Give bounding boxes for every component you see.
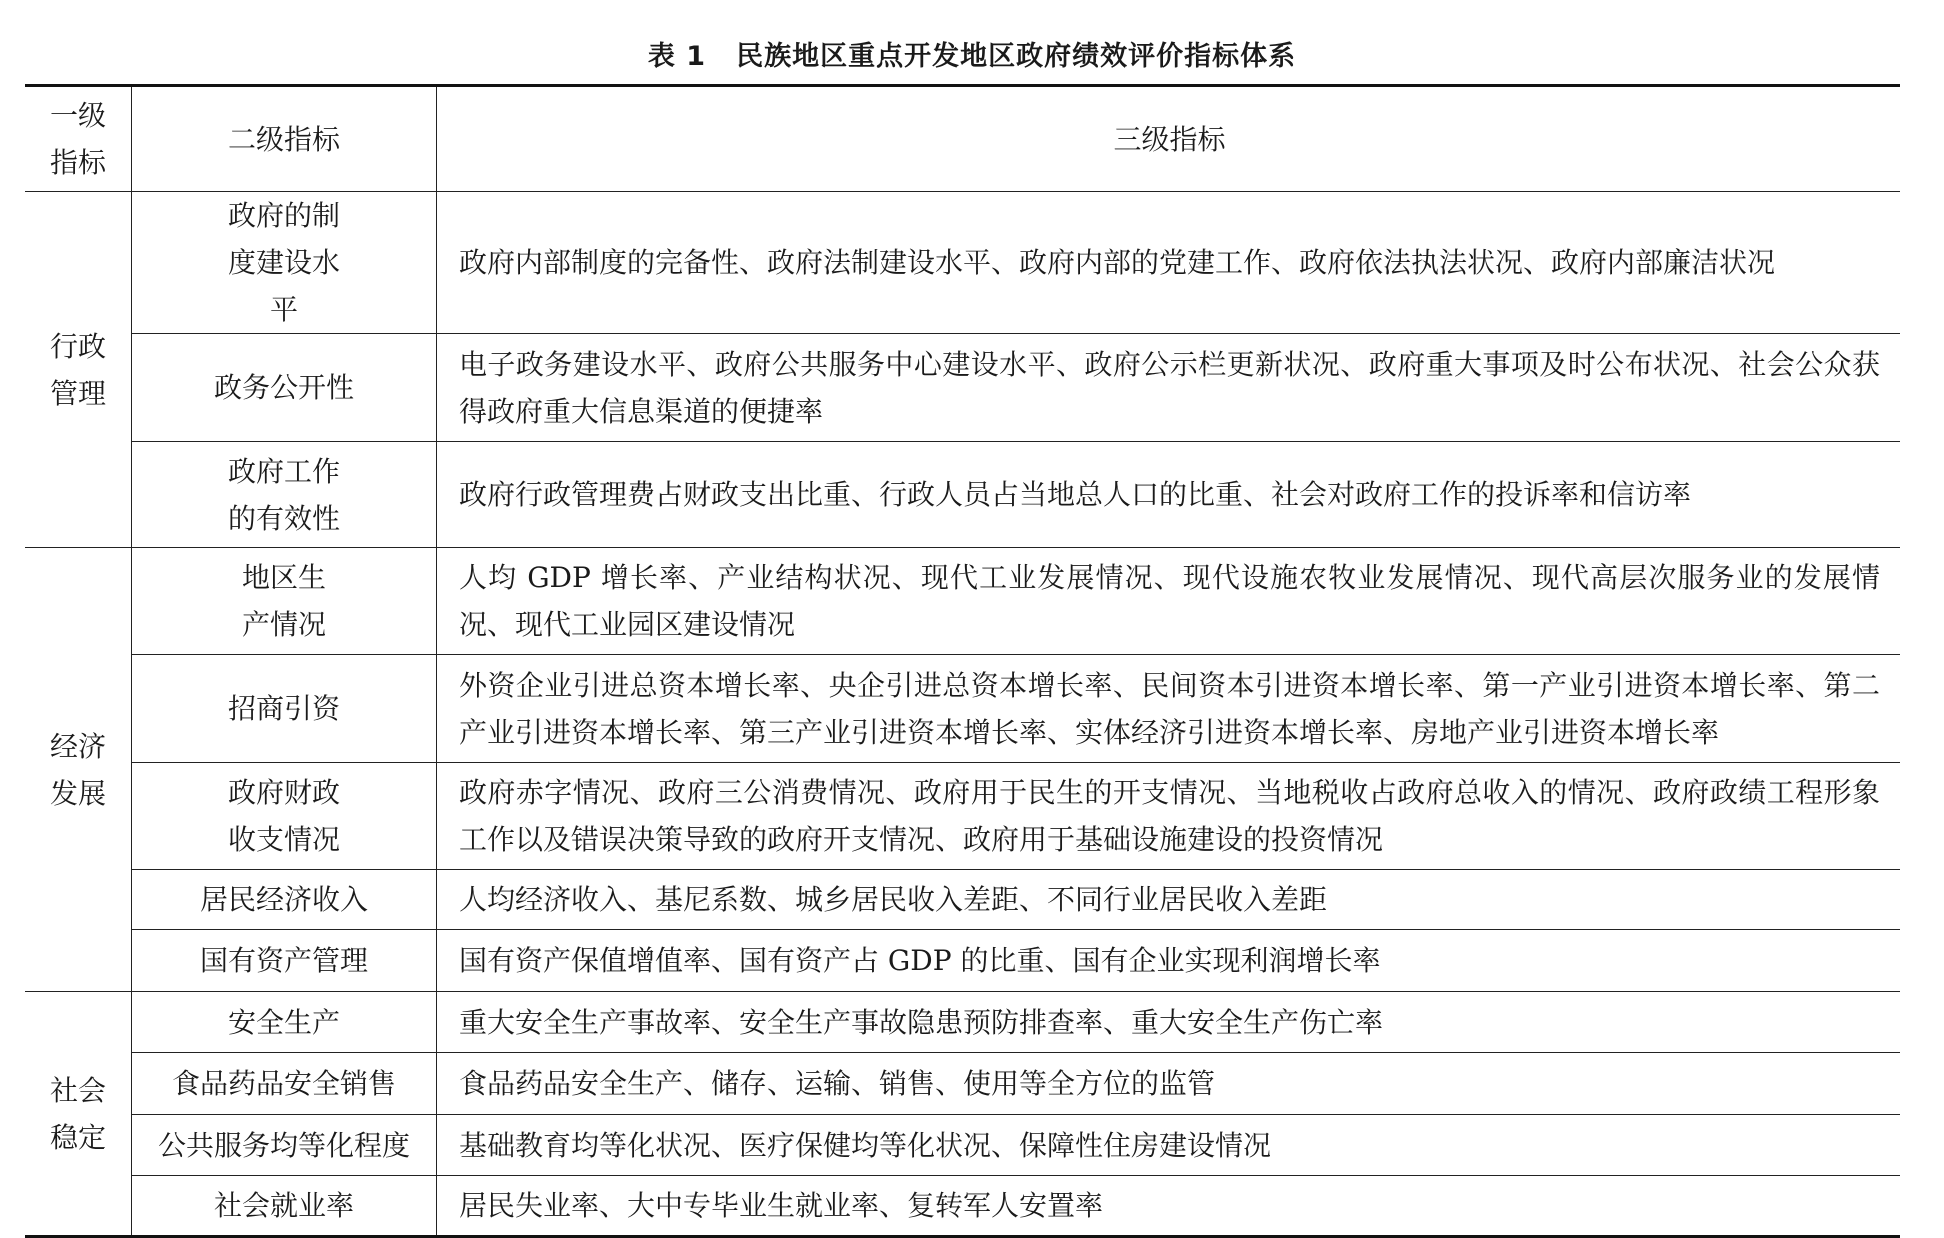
level2-text: 国有资产管理	[199, 944, 368, 977]
level3-cell: 外资企业引进总资本增长率、央企引进总资本增长率、民间资本引进资本增长率、第一产业引进资本增长率、第二产业引进资本增长率、第三产业引进资本增长率、实体经济引进资本增长率、房地产业引进资本增长率	[437, 655, 1901, 763]
table-row	[25, 930, 1900, 992]
header-row	[25, 86, 1900, 192]
level2-cell	[132, 192, 437, 334]
level2-text: 政府工作的有效性	[228, 454, 341, 535]
table-title: 民族地区重点开发地区政府绩效评价指标体系	[736, 41, 1297, 72]
level2-text: 安全生产	[227, 1005, 340, 1039]
table-row	[25, 192, 1900, 334]
level2-text: 政务公开性	[213, 371, 354, 404]
table-row	[25, 992, 1900, 1053]
level3-cell: 政府内部制度的完备性、政府法制建设水平、政府内部的党建工作、政府依法执法状况、政府内部廉洁状况	[437, 192, 1901, 334]
level1-cell	[25, 548, 132, 992]
level1-cell	[25, 992, 132, 1237]
table-row	[25, 334, 1900, 442]
table-row	[25, 1115, 1900, 1176]
level2-cell	[132, 930, 437, 992]
table-row	[25, 1053, 1900, 1115]
level2-cell	[132, 655, 437, 763]
level2-cell	[132, 442, 437, 548]
level1-text: 经济发展	[50, 729, 107, 810]
level1-cell	[25, 192, 132, 548]
level3-cell: 人均 GDP 增长率、产业结构状况、现代工业发展情况、现代设施农牧业发展情况、现代高层次服务业的发展情况、现代工业园区建设情况	[437, 548, 1901, 655]
level2-text: 公共服务均等化程度	[157, 1128, 410, 1162]
header-level1-text: 一级指标	[50, 99, 107, 179]
level2-cell	[132, 548, 437, 655]
indicator-table	[25, 84, 1900, 1238]
table-row	[25, 548, 1900, 655]
level2-cell	[132, 1053, 437, 1115]
level2-text: 政府的制度建设水平	[228, 199, 341, 326]
level2-cell	[132, 1115, 437, 1176]
table-row	[25, 1176, 1900, 1237]
level3-cell: 居民失业率、大中专毕业生就业率、复转军人安置率	[437, 1176, 1901, 1237]
table-row	[25, 442, 1900, 548]
level2-text: 招商引资	[227, 692, 340, 725]
level2-cell	[132, 334, 437, 442]
level1-text: 社会稳定	[50, 1073, 107, 1154]
level3-cell: 基础教育均等化状况、医疗保健均等化状况、保障性住房建设情况	[437, 1115, 1901, 1176]
level2-cell	[132, 870, 437, 930]
table-row	[25, 655, 1900, 763]
level2-text: 社会就业率	[213, 1189, 354, 1222]
level3-cell: 政府行政管理费占财政支出比重、行政人员占当地总人口的比重、社会对政府工作的投诉率和信访率	[437, 442, 1901, 548]
level2-cell	[132, 763, 437, 870]
table-row	[25, 763, 1900, 870]
level2-text: 食品药品安全销售	[171, 1067, 396, 1100]
level2-cell	[132, 992, 437, 1053]
level3-cell: 国有资产保值增值率、国有资产占 GDP 的比重、国有企业实现利润增长率	[437, 930, 1901, 992]
level3-cell: 电子政务建设水平、政府公共服务中心建设水平、政府公示栏更新状况、政府重大事项及时公布状况、社会公众获得政府重大信息渠道的便捷率	[437, 334, 1901, 442]
level3-cell: 食品药品安全生产、储存、运输、销售、使用等全方位的监管	[437, 1053, 1901, 1115]
table-caption	[0, 34, 1944, 73]
header-level1	[25, 86, 132, 192]
level2-cell	[132, 1176, 437, 1237]
level2-text: 居民经济收入	[199, 883, 368, 916]
level2-text: 政府财政收支情况	[228, 776, 341, 856]
level3-cell: 重大安全生产事故率、安全生产事故隐患预防排查率、重大安全生产伤亡率	[437, 992, 1901, 1053]
level3-cell: 政府赤字情况、政府三公消费情况、政府用于民生的开支情况、当地税收占政府总收入的情况、政府政绩工程形象工作以及错误决策导致的政府开支情况、政府用于基础设施建设的投资情况	[437, 763, 1901, 870]
table-row	[25, 870, 1900, 930]
table-number: 表 1	[647, 41, 707, 72]
level3-cell: 人均经济收入、基尼系数、城乡居民收入差距、不同行业居民收入差距	[437, 870, 1901, 930]
header-level2: 二级指标	[132, 86, 437, 192]
level2-text: 地区生产情况	[242, 561, 327, 641]
level1-text: 行政管理	[50, 329, 107, 410]
header-level3: 三级指标	[1113, 122, 1226, 156]
